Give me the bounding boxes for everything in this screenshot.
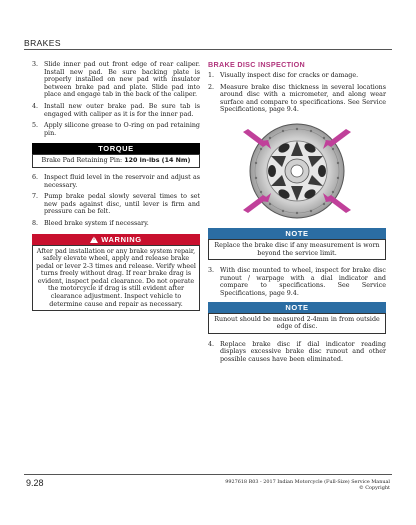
step-text: Inspect fluid level in the reservoir and adjust as necessary. (44, 173, 200, 189)
warning-box (32, 245, 200, 312)
footer-rule (24, 474, 392, 475)
step-number: 5. (32, 122, 39, 130)
step-text: With disc mounted to wheel, inspect for brake disc runout / warpage with a dial indicator and compare to specifications. See Service Specifications, page 9.4. (220, 267, 386, 297)
right-column (208, 61, 386, 368)
step-number: 7. (32, 193, 39, 201)
step-number: 8. (32, 219, 39, 227)
note-box (208, 239, 386, 260)
section-title: BRAKES (24, 38, 61, 48)
step-text: Visually inspect disc for cracks or damage. (220, 72, 359, 79)
note-header: NOTE (208, 228, 386, 239)
step-3-runout (208, 267, 386, 297)
step-1 (208, 72, 386, 80)
step-2 (208, 84, 386, 114)
torque-spec-box (32, 154, 200, 168)
step-6 (32, 174, 200, 189)
warning-text: After pad installation or any brake system repair, safely elevate wheel, apply and release brake pedal or lever 2-3 times and release. Verify wheel turns freely without drag. If rear brake drag is evident, inspect pedal clearance. Do not operate the motorcycle if drag is still evident after clearance adjustment. Inspect vehicle to determine cause and repair as necessary. (36, 247, 196, 308)
warning-header-label: WARNING (101, 234, 142, 244)
warning-icon (90, 236, 98, 243)
step-number: 6. (32, 173, 39, 181)
footer-manual-title: 9927618 R03 - 2017 Indian Motorcycle (Full-Size) Service Manual (225, 479, 390, 485)
step-number: 4. (208, 340, 215, 348)
torque-header: TORQUE (32, 143, 200, 154)
torque-label: Brake Pad Retaining Pin: (41, 157, 123, 165)
step-8 (32, 220, 200, 228)
step-text: Pump brake pedal slowly several times to set new pads against disc, until lever is firm and pressure can be felt. (44, 193, 200, 216)
brake-disc-illustration (208, 118, 386, 224)
step-number: 4. (32, 102, 39, 110)
step-text: Replace brake disc if dial indicator reading displays excessive brake disc runout and other possible causes have been eliminated. (220, 340, 386, 363)
note-box (208, 313, 386, 334)
footer-copyright: © Copyright (358, 485, 390, 491)
step-text: Install new outer brake pad. Be sure tab is engaged with caliper as it is for the inner pad. (44, 102, 200, 118)
warning-header (32, 234, 200, 245)
step-text: Bleed brake system if necessary. (44, 219, 149, 227)
torque-value: 120 in-lbs (14 Nm) (124, 157, 191, 165)
brake-disc-figure (208, 118, 386, 224)
step-7 (32, 193, 200, 216)
step-text: Apply silicone grease to O-ring on pad retaining pin. (44, 122, 200, 137)
note-text: Runout should be measured 2-4mm in from outside edge of disc. (214, 315, 380, 331)
step-3 (32, 61, 200, 99)
step-text: Measure brake disc thickness in several locations around disc with a micrometer, and along wear surface and compare to specifications. See Service Specifications, page 9.4. (220, 83, 386, 114)
left-column (32, 61, 200, 311)
step-number: 2. (208, 83, 215, 91)
step-4-replace (208, 341, 386, 364)
step-number: 3. (32, 61, 39, 68)
step-number: 3. (208, 267, 215, 275)
note-header: NOTE (208, 302, 386, 313)
step-4 (32, 103, 200, 118)
page-number: 9.28 (26, 478, 44, 488)
header-rule (24, 49, 392, 50)
note-text: Replace the brake disc if any measurement is worn beyond the service limit. (214, 241, 380, 257)
step-number: 1. (208, 72, 215, 79)
step-5 (32, 122, 200, 137)
brake-disc-inspection-title: BRAKE DISC INSPECTION (208, 60, 305, 69)
step-text: Slide inner pad out front edge of rear caliper. Install new pad. Be sure backing plate is properly installed on new pad with insulator between brake pad and plate. Slide pad into place and engage tab in the back of the caliper. (44, 61, 200, 99)
